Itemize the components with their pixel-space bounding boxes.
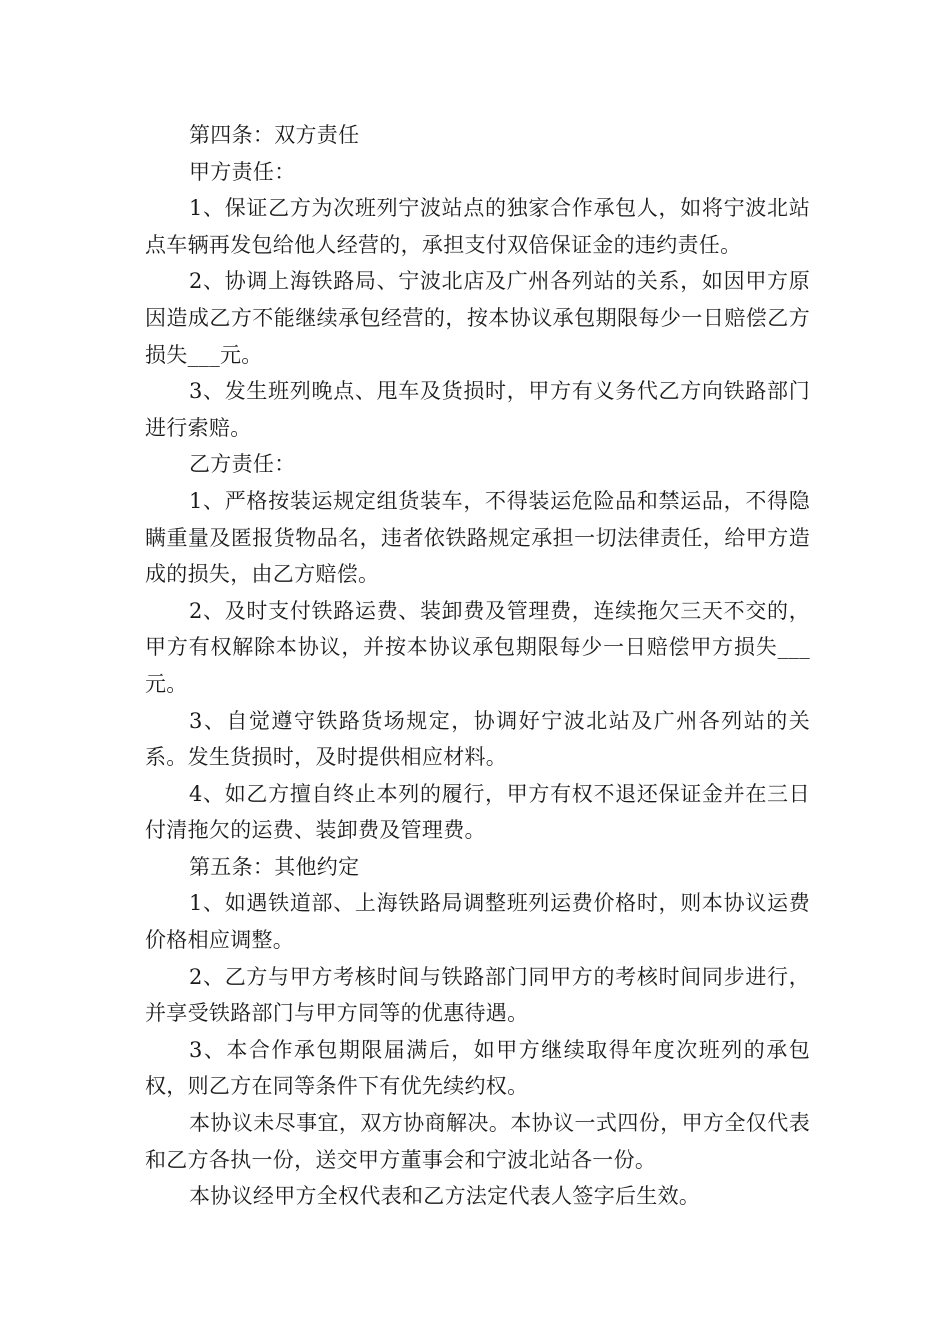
other-terms-clause-3: 3、本合作承包期限届满后，如甲方继续取得年度次班列的承包权，则乙方在同等条件下有优先续约权。 xyxy=(145,1037,810,1099)
party-a-clause-2: 2、协调上海铁路局、宁波北店及广州各列站的关系，如因甲方原因造成乙方不能继续承包经营的，按本协议承包期限每少一日赔偿乙方损失___元。 xyxy=(145,269,810,367)
other-terms-clause-1: 1、如遇铁道部、上海铁路局调整班列运费价格时，则本协议运费价格相应调整。 xyxy=(145,891,810,953)
subheading-party-b-responsibilities: 乙方责任： xyxy=(189,452,296,477)
document-body xyxy=(145,117,810,1215)
party-a-clause-1: 1、保证乙方为次班列宁波站点的独家合作承包人，如将宁波北站点车辆再发包给他人经营的，承担支付双倍保证金的违约责任。 xyxy=(145,196,810,257)
other-terms-clause-2: 2、乙方与甲方考核时间与铁路部门同甲方的考核时间同步进行，并享受铁路部门与甲方同等的优惠待遇。 xyxy=(145,964,810,1026)
party-b-clause-1: 1、严格按装运规定组货装车，不得装运危险品和禁运品，不得隐瞒重量及匿报货物品名，违者依铁路规定承担一切法律责任，给甲方造成的损失，由乙方赔偿。 xyxy=(145,488,810,587)
closing-paragraph-effective: 本协议经甲方全权代表和乙方法定代表人签字后生效。 xyxy=(189,1184,701,1209)
party-b-clause-3: 3、自觉遵守铁路货场规定，协调好宁波北站及广州各列站的关系。发生货损时，及时提供相应材料。 xyxy=(145,708,810,770)
subheading-party-a-responsibilities: 甲方责任： xyxy=(189,159,296,184)
party-b-clause-2: 2、及时支付铁路运费、装卸费及管理费，连续拖欠三天不交的，甲方有权解除本协议，并按本协议承包期限每少一日赔偿甲方损失___元。 xyxy=(145,598,810,696)
section-heading-article-5: 第五条：其他约定 xyxy=(189,854,360,879)
closing-paragraph-copies: 本协议未尽事宜，双方协商解决。本协议一式四份，甲方全仅代表和乙方各执一份，送交甲方董事会和宁波北站各一份。 xyxy=(145,1111,810,1172)
party-a-clause-3: 3、发生班列晚点、甩车及货损时，甲方有义务代乙方向铁路部门进行索赔。 xyxy=(145,379,810,440)
party-b-clause-4: 4、如乙方擅自终止本列的履行，甲方有权不退还保证金并在三日付清拖欠的运费、装卸费及管理费。 xyxy=(145,781,810,843)
section-heading-article-4: 第四条：双方责任 xyxy=(189,123,360,147)
